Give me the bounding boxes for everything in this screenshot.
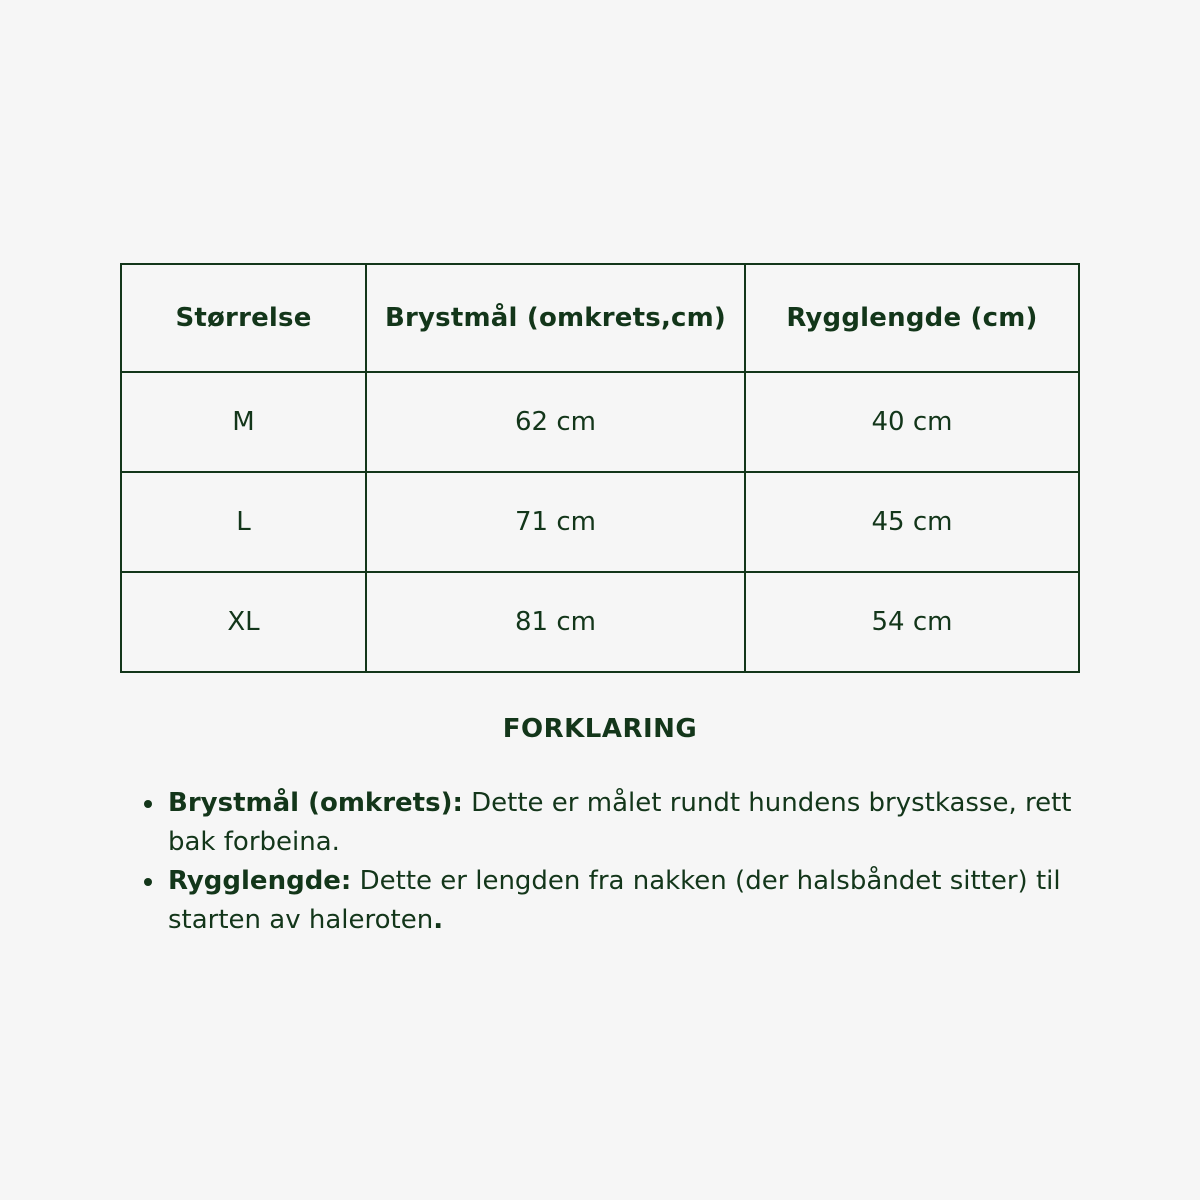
cell-chest: 62 cm (366, 372, 745, 472)
header-back-length: Rygglengde (cm) (745, 264, 1079, 372)
cell-back-length: 54 cm (745, 572, 1079, 672)
bullet-icon (144, 878, 152, 886)
cell-chest: 71 cm (366, 472, 745, 572)
legend-end-mark: . (433, 905, 444, 935)
legend-item-chest (140, 784, 1090, 862)
cell-size: M (121, 372, 366, 472)
bullet-icon (144, 800, 152, 808)
table-row (121, 472, 1079, 572)
table-header-row (121, 264, 1079, 372)
table-row (121, 372, 1079, 472)
header-chest: Brystmål (omkrets,cm) (366, 264, 745, 372)
size-chart-table (120, 263, 1080, 673)
legend-term: Rygglengde: (168, 866, 352, 896)
legend-term: Brystmål (omkrets): (168, 788, 463, 818)
legend-list (140, 784, 1090, 940)
cell-size: XL (121, 572, 366, 672)
cell-size: L (121, 472, 366, 572)
table-row (121, 572, 1079, 672)
legend-title: FORKLARING (502, 714, 698, 744)
legend-description: Dette er lengden fra nakken (der halsbåndet sitter) til starten av haleroten (168, 866, 1061, 935)
cell-back-length: 45 cm (745, 472, 1079, 572)
header-size: Størrelse (121, 264, 366, 372)
cell-chest: 81 cm (366, 572, 745, 672)
legend-item-back-length (140, 862, 1090, 940)
legend-description: Dette er målet rundt hundens brystkasse, rett bak forbeina. (168, 788, 1072, 857)
cell-back-length: 40 cm (745, 372, 1079, 472)
